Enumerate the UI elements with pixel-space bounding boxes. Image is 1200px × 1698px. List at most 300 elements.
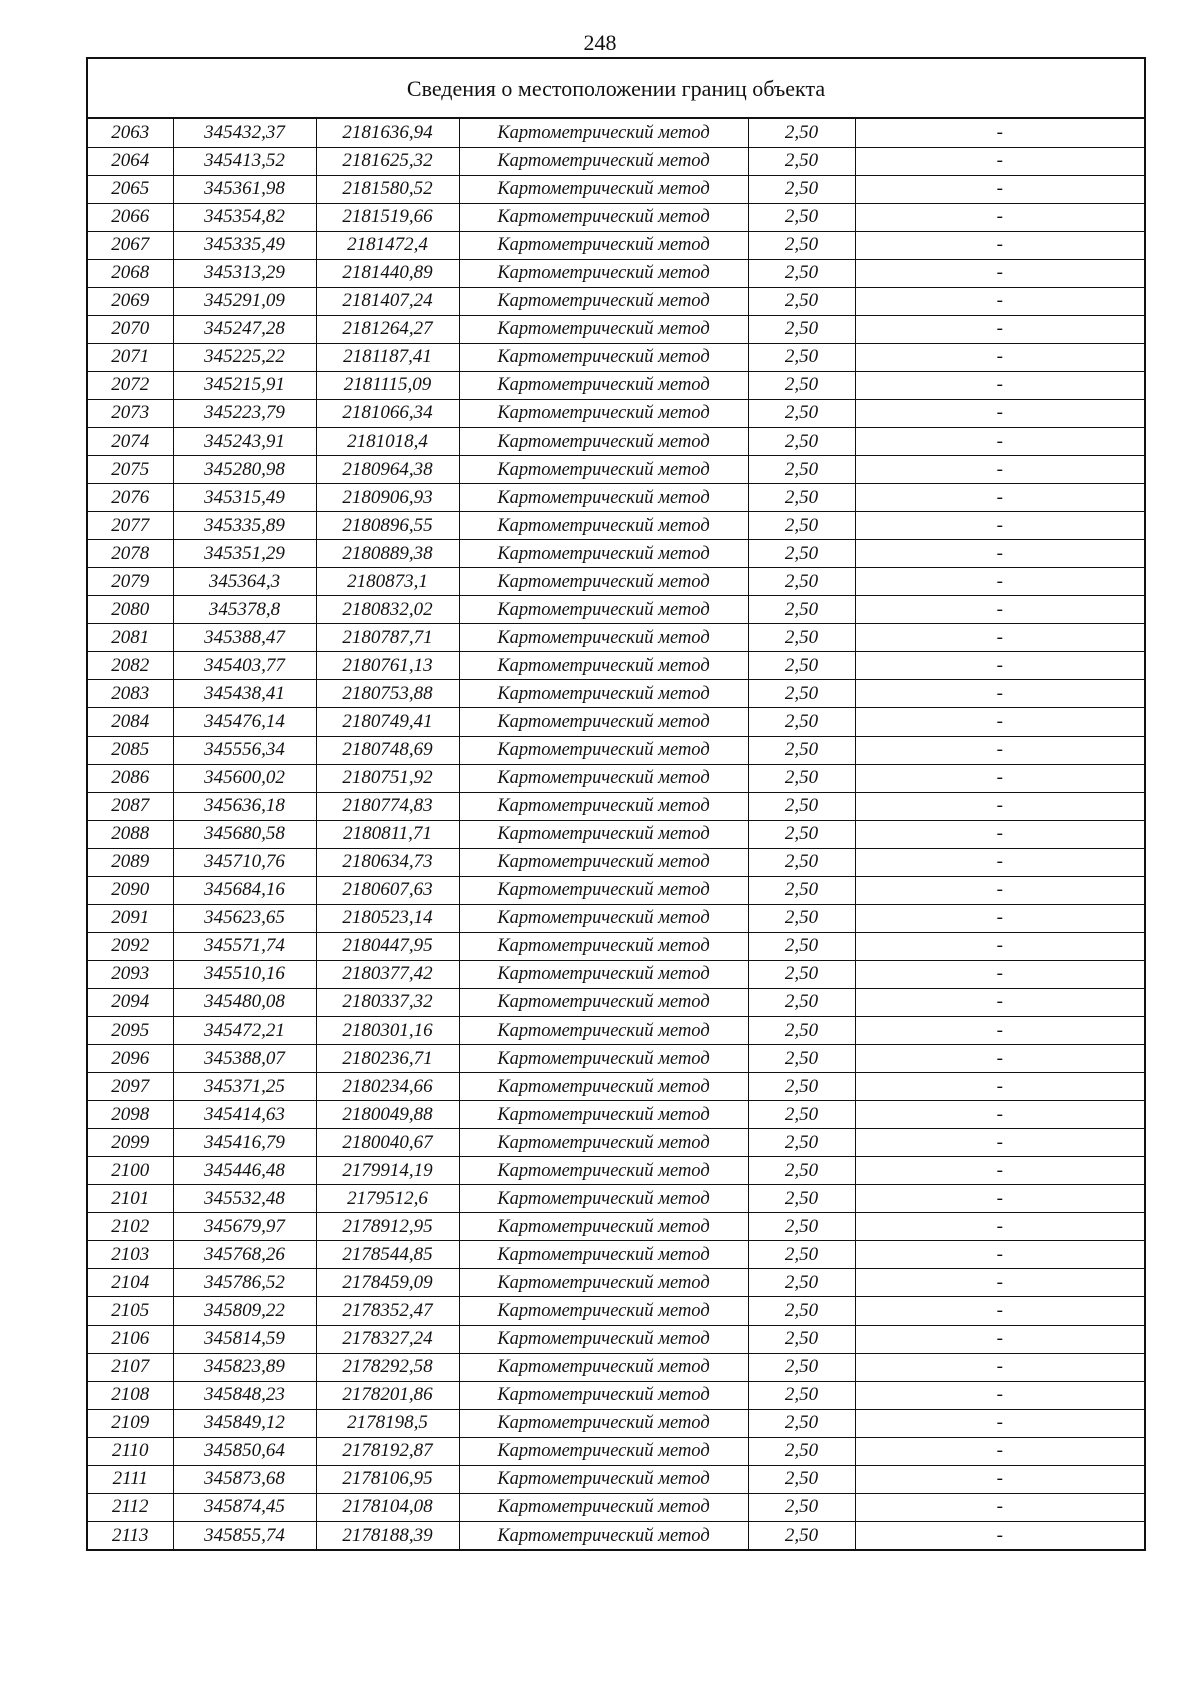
method-cell: Картометрический метод xyxy=(459,568,748,596)
x-coordinate-cell: 345354,82 xyxy=(173,203,316,231)
table-row xyxy=(88,792,1144,820)
accuracy-cell: 2,50 xyxy=(748,568,855,596)
table-row xyxy=(88,876,1144,904)
accuracy-cell: 2,50 xyxy=(748,596,855,624)
point-number-cell: 2102 xyxy=(88,1213,173,1241)
accuracy-cell: 2,50 xyxy=(748,1241,855,1269)
table-row xyxy=(88,736,1144,764)
description-cell: - xyxy=(855,343,1144,371)
y-coordinate-cell: 2178192,87 xyxy=(316,1437,459,1465)
description-cell: - xyxy=(855,1381,1144,1409)
x-coordinate-cell: 345247,28 xyxy=(173,315,316,343)
point-number-cell: 2079 xyxy=(88,568,173,596)
point-number-cell: 2093 xyxy=(88,960,173,988)
accuracy-cell: 2,50 xyxy=(748,1437,855,1465)
method-cell: Картометрический метод xyxy=(459,904,748,932)
y-coordinate-cell: 2180753,88 xyxy=(316,680,459,708)
table-row xyxy=(88,231,1144,259)
method-cell: Картометрический метод xyxy=(459,259,748,287)
x-coordinate-cell: 345446,48 xyxy=(173,1157,316,1185)
method-cell: Картометрический метод xyxy=(459,1521,748,1549)
x-coordinate-cell: 345432,37 xyxy=(173,119,316,147)
y-coordinate-cell: 2181115,09 xyxy=(316,371,459,399)
accuracy-cell: 2,50 xyxy=(748,820,855,848)
method-cell: Картометрический метод xyxy=(459,1325,748,1353)
description-cell: - xyxy=(855,1129,1144,1157)
accuracy-cell: 2,50 xyxy=(748,1409,855,1437)
description-cell: - xyxy=(855,764,1144,792)
x-coordinate-cell: 345313,29 xyxy=(173,259,316,287)
x-coordinate-cell: 345472,21 xyxy=(173,1017,316,1045)
method-cell: Картометрический метод xyxy=(459,680,748,708)
point-number-cell: 2073 xyxy=(88,399,173,427)
method-cell: Картометрический метод xyxy=(459,1297,748,1325)
y-coordinate-cell: 2181636,94 xyxy=(316,119,459,147)
table-row xyxy=(88,624,1144,652)
point-number-cell: 2065 xyxy=(88,175,173,203)
y-coordinate-cell: 2180964,38 xyxy=(316,456,459,484)
table-row xyxy=(88,175,1144,203)
y-coordinate-cell: 2178292,58 xyxy=(316,1353,459,1381)
table-row xyxy=(88,1409,1144,1437)
y-coordinate-cell: 2180751,92 xyxy=(316,764,459,792)
description-cell: - xyxy=(855,848,1144,876)
point-number-cell: 2083 xyxy=(88,680,173,708)
description-cell: - xyxy=(855,904,1144,932)
accuracy-cell: 2,50 xyxy=(748,119,855,147)
accuracy-cell: 2,50 xyxy=(748,1381,855,1409)
table-row xyxy=(88,1437,1144,1465)
y-coordinate-cell: 2180040,67 xyxy=(316,1129,459,1157)
point-number-cell: 2091 xyxy=(88,904,173,932)
accuracy-cell: 2,50 xyxy=(748,1465,855,1493)
accuracy-cell: 2,50 xyxy=(748,652,855,680)
x-coordinate-cell: 345873,68 xyxy=(173,1465,316,1493)
method-cell: Картометрический метод xyxy=(459,175,748,203)
description-cell: - xyxy=(855,1241,1144,1269)
description-cell: - xyxy=(855,624,1144,652)
table-row xyxy=(88,203,1144,231)
table-row xyxy=(88,540,1144,568)
y-coordinate-cell: 2180749,41 xyxy=(316,708,459,736)
coordinates-table-body xyxy=(88,119,1144,1549)
accuracy-cell: 2,50 xyxy=(748,540,855,568)
table-row xyxy=(88,1269,1144,1297)
x-coordinate-cell: 345371,25 xyxy=(173,1073,316,1101)
x-coordinate-cell: 345850,64 xyxy=(173,1437,316,1465)
point-number-cell: 2098 xyxy=(88,1101,173,1129)
accuracy-cell: 2,50 xyxy=(748,371,855,399)
y-coordinate-cell: 2180774,83 xyxy=(316,792,459,820)
x-coordinate-cell: 345416,79 xyxy=(173,1129,316,1157)
method-cell: Картометрический метод xyxy=(459,1465,748,1493)
method-cell: Картометрический метод xyxy=(459,1493,748,1521)
point-number-cell: 2105 xyxy=(88,1297,173,1325)
table-row xyxy=(88,568,1144,596)
description-cell: - xyxy=(855,147,1144,175)
table-row xyxy=(88,287,1144,315)
method-cell: Картометрический метод xyxy=(459,1073,748,1101)
table-row xyxy=(88,1521,1144,1549)
accuracy-cell: 2,50 xyxy=(748,343,855,371)
table-row xyxy=(88,932,1144,960)
x-coordinate-cell: 345874,45 xyxy=(173,1493,316,1521)
table-row xyxy=(88,1297,1144,1325)
method-cell: Картометрический метод xyxy=(459,428,748,456)
method-cell: Картометрический метод xyxy=(459,287,748,315)
x-coordinate-cell: 345215,91 xyxy=(173,371,316,399)
y-coordinate-cell: 2178106,95 xyxy=(316,1465,459,1493)
x-coordinate-cell: 345786,52 xyxy=(173,1269,316,1297)
method-cell: Картометрический метод xyxy=(459,512,748,540)
method-cell: Картометрический метод xyxy=(459,1437,748,1465)
point-number-cell: 2069 xyxy=(88,287,173,315)
table-row xyxy=(88,1381,1144,1409)
y-coordinate-cell: 2181440,89 xyxy=(316,259,459,287)
table-row xyxy=(88,848,1144,876)
method-cell: Картометрический метод xyxy=(459,876,748,904)
accuracy-cell: 2,50 xyxy=(748,231,855,259)
description-cell: - xyxy=(855,1521,1144,1549)
description-cell: - xyxy=(855,1157,1144,1185)
x-coordinate-cell: 345315,49 xyxy=(173,484,316,512)
point-number-cell: 2092 xyxy=(88,932,173,960)
point-number-cell: 2085 xyxy=(88,736,173,764)
description-cell: - xyxy=(855,1213,1144,1241)
y-coordinate-cell: 2178201,86 xyxy=(316,1381,459,1409)
description-cell: - xyxy=(855,119,1144,147)
description-cell: - xyxy=(855,1465,1144,1493)
table-row xyxy=(88,315,1144,343)
y-coordinate-cell: 2180337,32 xyxy=(316,988,459,1016)
point-number-cell: 2072 xyxy=(88,371,173,399)
y-coordinate-cell: 2180896,55 xyxy=(316,512,459,540)
accuracy-cell: 2,50 xyxy=(748,203,855,231)
table-row xyxy=(88,1073,1144,1101)
method-cell: Картометрический метод xyxy=(459,820,748,848)
method-cell: Картометрический метод xyxy=(459,624,748,652)
method-cell: Картометрический метод xyxy=(459,203,748,231)
x-coordinate-cell: 345679,97 xyxy=(173,1213,316,1241)
point-number-cell: 2076 xyxy=(88,484,173,512)
point-number-cell: 2101 xyxy=(88,1185,173,1213)
point-number-cell: 2086 xyxy=(88,764,173,792)
table-row xyxy=(88,119,1144,147)
point-number-cell: 2094 xyxy=(88,988,173,1016)
table-row xyxy=(88,1045,1144,1073)
point-number-cell: 2064 xyxy=(88,147,173,175)
point-number-cell: 2110 xyxy=(88,1437,173,1465)
accuracy-cell: 2,50 xyxy=(748,1213,855,1241)
accuracy-cell: 2,50 xyxy=(748,1157,855,1185)
method-cell: Картометрический метод xyxy=(459,932,748,960)
accuracy-cell: 2,50 xyxy=(748,1073,855,1101)
x-coordinate-cell: 345388,07 xyxy=(173,1045,316,1073)
method-cell: Картометрический метод xyxy=(459,1381,748,1409)
accuracy-cell: 2,50 xyxy=(748,876,855,904)
method-cell: Картометрический метод xyxy=(459,399,748,427)
y-coordinate-cell: 2180234,66 xyxy=(316,1073,459,1101)
accuracy-cell: 2,50 xyxy=(748,315,855,343)
accuracy-cell: 2,50 xyxy=(748,175,855,203)
accuracy-cell: 2,50 xyxy=(748,932,855,960)
table-row xyxy=(88,764,1144,792)
description-cell: - xyxy=(855,1269,1144,1297)
accuracy-cell: 2,50 xyxy=(748,904,855,932)
description-cell: - xyxy=(855,203,1144,231)
accuracy-cell: 2,50 xyxy=(748,456,855,484)
method-cell: Картометрический метод xyxy=(459,1353,748,1381)
table-row xyxy=(88,484,1144,512)
boundary-coordinates-sheet xyxy=(86,57,1146,1551)
point-number-cell: 2084 xyxy=(88,708,173,736)
table-row xyxy=(88,1017,1144,1045)
y-coordinate-cell: 2179914,19 xyxy=(316,1157,459,1185)
method-cell: Картометрический метод xyxy=(459,1269,748,1297)
table-row xyxy=(88,371,1144,399)
accuracy-cell: 2,50 xyxy=(748,764,855,792)
page-number: 248 xyxy=(583,30,617,55)
accuracy-cell: 2,50 xyxy=(748,512,855,540)
x-coordinate-cell: 345438,41 xyxy=(173,680,316,708)
x-coordinate-cell: 345414,63 xyxy=(173,1101,316,1129)
x-coordinate-cell: 345225,22 xyxy=(173,343,316,371)
table-row xyxy=(88,988,1144,1016)
x-coordinate-cell: 345623,65 xyxy=(173,904,316,932)
table-row xyxy=(88,1241,1144,1269)
method-cell: Картометрический метод xyxy=(459,988,748,1016)
point-number-cell: 2090 xyxy=(88,876,173,904)
table-row xyxy=(88,680,1144,708)
description-cell: - xyxy=(855,287,1144,315)
x-coordinate-cell: 345335,89 xyxy=(173,512,316,540)
method-cell: Картометрический метод xyxy=(459,456,748,484)
y-coordinate-cell: 2180607,63 xyxy=(316,876,459,904)
point-number-cell: 2082 xyxy=(88,652,173,680)
x-coordinate-cell: 345403,77 xyxy=(173,652,316,680)
point-number-cell: 2070 xyxy=(88,315,173,343)
point-number-cell: 2096 xyxy=(88,1045,173,1073)
point-number-cell: 2078 xyxy=(88,540,173,568)
y-coordinate-cell: 2181187,41 xyxy=(316,343,459,371)
x-coordinate-cell: 345600,02 xyxy=(173,764,316,792)
accuracy-cell: 2,50 xyxy=(748,736,855,764)
point-number-cell: 2109 xyxy=(88,1409,173,1437)
description-cell: - xyxy=(855,568,1144,596)
point-number-cell: 2100 xyxy=(88,1157,173,1185)
x-coordinate-cell: 345848,23 xyxy=(173,1381,316,1409)
point-number-cell: 2089 xyxy=(88,848,173,876)
description-cell: - xyxy=(855,512,1144,540)
x-coordinate-cell: 345280,98 xyxy=(173,456,316,484)
description-cell: - xyxy=(855,456,1144,484)
x-coordinate-cell: 345809,22 xyxy=(173,1297,316,1325)
table-row xyxy=(88,708,1144,736)
x-coordinate-cell: 345849,12 xyxy=(173,1409,316,1437)
description-cell: - xyxy=(855,792,1144,820)
y-coordinate-cell: 2178198,5 xyxy=(316,1409,459,1437)
y-coordinate-cell: 2178912,95 xyxy=(316,1213,459,1241)
method-cell: Картометрический метод xyxy=(459,960,748,988)
y-coordinate-cell: 2181519,66 xyxy=(316,203,459,231)
y-coordinate-cell: 2178352,47 xyxy=(316,1297,459,1325)
y-coordinate-cell: 2180523,14 xyxy=(316,904,459,932)
point-number-cell: 2063 xyxy=(88,119,173,147)
accuracy-cell: 2,50 xyxy=(748,1493,855,1521)
point-number-cell: 2095 xyxy=(88,1017,173,1045)
y-coordinate-cell: 2179512,6 xyxy=(316,1185,459,1213)
table-row xyxy=(88,596,1144,624)
description-cell: - xyxy=(855,1045,1144,1073)
description-cell: - xyxy=(855,1353,1144,1381)
section-title: Сведения о местоположении границ объекта xyxy=(88,59,1144,119)
point-number-cell: 2103 xyxy=(88,1241,173,1269)
table-row xyxy=(88,1185,1144,1213)
table-row xyxy=(88,147,1144,175)
method-cell: Картометрический метод xyxy=(459,119,748,147)
accuracy-cell: 2,50 xyxy=(748,287,855,315)
accuracy-cell: 2,50 xyxy=(748,399,855,427)
x-coordinate-cell: 345532,48 xyxy=(173,1185,316,1213)
x-coordinate-cell: 345361,98 xyxy=(173,175,316,203)
accuracy-cell: 2,50 xyxy=(748,848,855,876)
description-cell: - xyxy=(855,1101,1144,1129)
x-coordinate-cell: 345814,59 xyxy=(173,1325,316,1353)
accuracy-cell: 2,50 xyxy=(748,1353,855,1381)
y-coordinate-cell: 2180301,16 xyxy=(316,1017,459,1045)
y-coordinate-cell: 2180832,02 xyxy=(316,596,459,624)
table-row xyxy=(88,1465,1144,1493)
accuracy-cell: 2,50 xyxy=(748,1297,855,1325)
description-cell: - xyxy=(855,1493,1144,1521)
table-row xyxy=(88,512,1144,540)
y-coordinate-cell: 2178327,24 xyxy=(316,1325,459,1353)
accuracy-cell: 2,50 xyxy=(748,624,855,652)
description-cell: - xyxy=(855,680,1144,708)
method-cell: Картометрический метод xyxy=(459,1157,748,1185)
point-number-cell: 2108 xyxy=(88,1381,173,1409)
y-coordinate-cell: 2180873,1 xyxy=(316,568,459,596)
accuracy-cell: 2,50 xyxy=(748,259,855,287)
point-number-cell: 2111 xyxy=(88,1465,173,1493)
description-cell: - xyxy=(855,708,1144,736)
method-cell: Картометрический метод xyxy=(459,1213,748,1241)
method-cell: Картометрический метод xyxy=(459,596,748,624)
method-cell: Картометрический метод xyxy=(459,708,748,736)
x-coordinate-cell: 345388,47 xyxy=(173,624,316,652)
y-coordinate-cell: 2181625,32 xyxy=(316,147,459,175)
accuracy-cell: 2,50 xyxy=(748,1325,855,1353)
point-number-cell: 2113 xyxy=(88,1521,173,1549)
method-cell: Картометрический метод xyxy=(459,147,748,175)
y-coordinate-cell: 2180906,93 xyxy=(316,484,459,512)
description-cell: - xyxy=(855,820,1144,848)
x-coordinate-cell: 345351,29 xyxy=(173,540,316,568)
description-cell: - xyxy=(855,371,1144,399)
y-coordinate-cell: 2178188,39 xyxy=(316,1521,459,1549)
point-number-cell: 2068 xyxy=(88,259,173,287)
accuracy-cell: 2,50 xyxy=(748,1129,855,1157)
table-row xyxy=(88,259,1144,287)
table-row xyxy=(88,456,1144,484)
point-number-cell: 2080 xyxy=(88,596,173,624)
description-cell: - xyxy=(855,876,1144,904)
x-coordinate-cell: 345335,49 xyxy=(173,231,316,259)
accuracy-cell: 2,50 xyxy=(748,680,855,708)
x-coordinate-cell: 345684,16 xyxy=(173,876,316,904)
x-coordinate-cell: 345378,8 xyxy=(173,596,316,624)
description-cell: - xyxy=(855,652,1144,680)
x-coordinate-cell: 345364,3 xyxy=(173,568,316,596)
point-number-cell: 2097 xyxy=(88,1073,173,1101)
method-cell: Картометрический метод xyxy=(459,1101,748,1129)
method-cell: Картометрический метод xyxy=(459,540,748,568)
point-number-cell: 2112 xyxy=(88,1493,173,1521)
description-cell: - xyxy=(855,428,1144,456)
point-number-cell: 2071 xyxy=(88,343,173,371)
x-coordinate-cell: 345413,52 xyxy=(173,147,316,175)
table-row xyxy=(88,343,1144,371)
x-coordinate-cell: 345291,09 xyxy=(173,287,316,315)
table-row xyxy=(88,652,1144,680)
point-number-cell: 2066 xyxy=(88,203,173,231)
x-coordinate-cell: 345480,08 xyxy=(173,988,316,1016)
accuracy-cell: 2,50 xyxy=(748,1101,855,1129)
accuracy-cell: 2,50 xyxy=(748,988,855,1016)
table-row xyxy=(88,1353,1144,1381)
point-number-cell: 2075 xyxy=(88,456,173,484)
y-coordinate-cell: 2181018,4 xyxy=(316,428,459,456)
y-coordinate-cell: 2180049,88 xyxy=(316,1101,459,1129)
y-coordinate-cell: 2180634,73 xyxy=(316,848,459,876)
description-cell: - xyxy=(855,231,1144,259)
table-row xyxy=(88,960,1144,988)
description-cell: - xyxy=(855,932,1144,960)
description-cell: - xyxy=(855,988,1144,1016)
table-row xyxy=(88,1157,1144,1185)
y-coordinate-cell: 2181407,24 xyxy=(316,287,459,315)
description-cell: - xyxy=(855,540,1144,568)
description-cell: - xyxy=(855,1437,1144,1465)
description-cell: - xyxy=(855,1297,1144,1325)
description-cell: - xyxy=(855,1185,1144,1213)
point-number-cell: 2088 xyxy=(88,820,173,848)
y-coordinate-cell: 2180748,69 xyxy=(316,736,459,764)
x-coordinate-cell: 345556,34 xyxy=(173,736,316,764)
description-cell: - xyxy=(855,399,1144,427)
method-cell: Картометрический метод xyxy=(459,792,748,820)
x-coordinate-cell: 345680,58 xyxy=(173,820,316,848)
description-cell: - xyxy=(855,175,1144,203)
method-cell: Картометрический метод xyxy=(459,1409,748,1437)
x-coordinate-cell: 345636,18 xyxy=(173,792,316,820)
y-coordinate-cell: 2180787,71 xyxy=(316,624,459,652)
point-number-cell: 2081 xyxy=(88,624,173,652)
method-cell: Картометрический метод xyxy=(459,231,748,259)
method-cell: Картометрический метод xyxy=(459,484,748,512)
x-coordinate-cell: 345710,76 xyxy=(173,848,316,876)
method-cell: Картометрический метод xyxy=(459,764,748,792)
method-cell: Картометрический метод xyxy=(459,371,748,399)
table-row xyxy=(88,1213,1144,1241)
accuracy-cell: 2,50 xyxy=(748,708,855,736)
method-cell: Картометрический метод xyxy=(459,1241,748,1269)
point-number-cell: 2099 xyxy=(88,1129,173,1157)
accuracy-cell: 2,50 xyxy=(748,1521,855,1549)
y-coordinate-cell: 2180236,71 xyxy=(316,1045,459,1073)
point-number-cell: 2087 xyxy=(88,792,173,820)
point-number-cell: 2067 xyxy=(88,231,173,259)
